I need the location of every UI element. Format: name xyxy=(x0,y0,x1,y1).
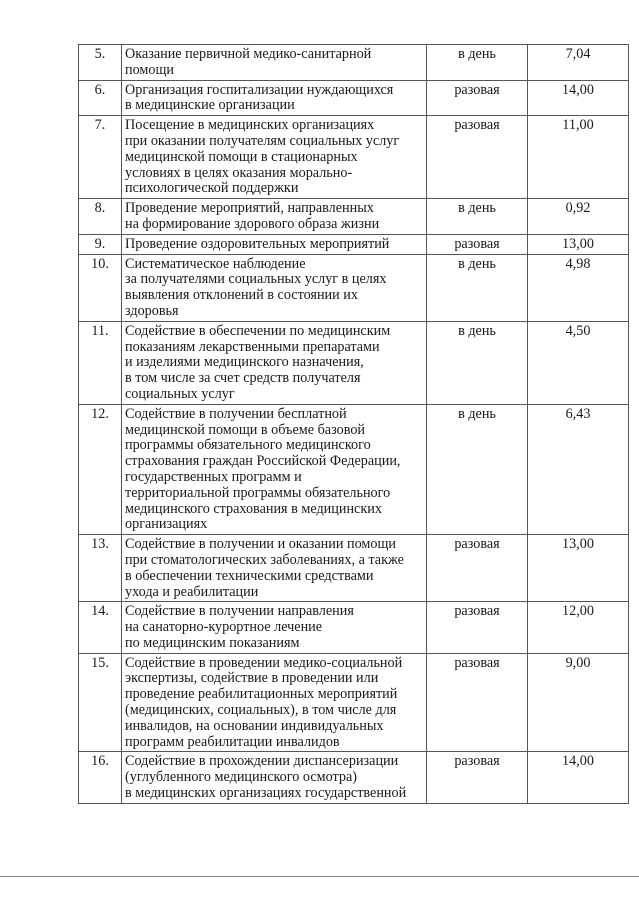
service-name-cell: Содействие в обеспечении по медицинским показаниям лекарственными препаратами и изделиями медицинского назначения, в том числе за счет средств получателя социальных услуг xyxy=(122,321,427,404)
unit-cell: в день xyxy=(427,45,528,81)
unit-cell: разовая xyxy=(427,653,528,752)
service-name-cell: Содействие в получении и оказании помощи при стоматологических заболеваниях, а также в обеспечении техническими средствами ухода и реабилитации xyxy=(122,535,427,602)
services-table-body xyxy=(79,45,629,804)
table-row xyxy=(79,535,629,602)
service-name-cell: Систематическое наблюдение за получателями социальных услуг в целях выявления отклонений в состоянии их здоровья xyxy=(122,254,427,321)
table-row xyxy=(79,199,629,235)
row-number-cell: 5. xyxy=(79,45,122,81)
row-number-cell: 10. xyxy=(79,254,122,321)
unit-cell: в день xyxy=(427,199,528,235)
service-name-cell: Проведение оздоровительных мероприятий xyxy=(122,234,427,254)
price-cell: 11,00 xyxy=(528,116,629,199)
table-row xyxy=(79,752,629,803)
table-row xyxy=(79,404,629,534)
row-number-cell: 13. xyxy=(79,535,122,602)
price-cell: 14,00 xyxy=(528,80,629,116)
table-row xyxy=(79,602,629,653)
row-number-cell: 6. xyxy=(79,80,122,116)
price-cell: 7,04 xyxy=(528,45,629,81)
row-number-cell: 16. xyxy=(79,752,122,803)
price-cell: 4,98 xyxy=(528,254,629,321)
row-number-cell: 12. xyxy=(79,404,122,534)
page-bottom-rule xyxy=(0,876,639,877)
unit-cell: в день xyxy=(427,254,528,321)
price-cell: 14,00 xyxy=(528,752,629,803)
table-row xyxy=(79,45,629,81)
price-cell: 0,92 xyxy=(528,199,629,235)
row-number-cell: 14. xyxy=(79,602,122,653)
unit-cell: разовая xyxy=(427,752,528,803)
row-number-cell: 9. xyxy=(79,234,122,254)
unit-cell: разовая xyxy=(427,535,528,602)
service-name-cell: Содействие в получении бесплатной медицинской помощи в объеме базовой программы обязательного медицинского страхования граждан Российской Федерации, государственных программ и территориальной программы обязательного медицинского страхования в медицинских организациях xyxy=(122,404,427,534)
table-row xyxy=(79,116,629,199)
row-number-cell: 15. xyxy=(79,653,122,752)
unit-cell: разовая xyxy=(427,602,528,653)
service-name-cell: Проведение мероприятий, направленных на формирование здорового образа жизни xyxy=(122,199,427,235)
unit-cell: разовая xyxy=(427,80,528,116)
service-name-cell: Оказание первичной медико-санитарной помощи xyxy=(122,45,427,81)
price-cell: 13,00 xyxy=(528,234,629,254)
price-cell: 9,00 xyxy=(528,653,629,752)
price-cell: 4,50 xyxy=(528,321,629,404)
row-number-cell: 7. xyxy=(79,116,122,199)
service-name-cell: Содействие в проведении медико-социальной экспертизы, содействие в проведении или проведение реабилитационных мероприятий (медицинских, социальных), в том числе для инвалидов, на основании индивидуальных программ реабилитации инвалидов xyxy=(122,653,427,752)
row-number-cell: 8. xyxy=(79,199,122,235)
unit-cell: разовая xyxy=(427,234,528,254)
unit-cell: в день xyxy=(427,321,528,404)
service-name-cell: Посещение в медицинских организациях при оказании получателям социальных услуг медицинской помощи в стационарных условиях в целях оказания морально- психологической поддержки xyxy=(122,116,427,199)
table-row xyxy=(79,653,629,752)
service-name-cell: Организация госпитализации нуждающихся в медицинские организации xyxy=(122,80,427,116)
table-row xyxy=(79,321,629,404)
table-row xyxy=(79,234,629,254)
price-cell: 13,00 xyxy=(528,535,629,602)
row-number-cell: 11. xyxy=(79,321,122,404)
unit-cell: разовая xyxy=(427,116,528,199)
table-row xyxy=(79,254,629,321)
service-name-cell: Содействие в прохождении диспансеризации (углубленного медицинского осмотра) в медицинских организациях государственной xyxy=(122,752,427,803)
price-cell: 6,43 xyxy=(528,404,629,534)
service-name-cell: Содействие в получении направления на санаторно-курортное лечение по медицинским показаниям xyxy=(122,602,427,653)
price-cell: 12,00 xyxy=(528,602,629,653)
table-row xyxy=(79,80,629,116)
unit-cell: в день xyxy=(427,404,528,534)
services-table xyxy=(78,44,629,804)
